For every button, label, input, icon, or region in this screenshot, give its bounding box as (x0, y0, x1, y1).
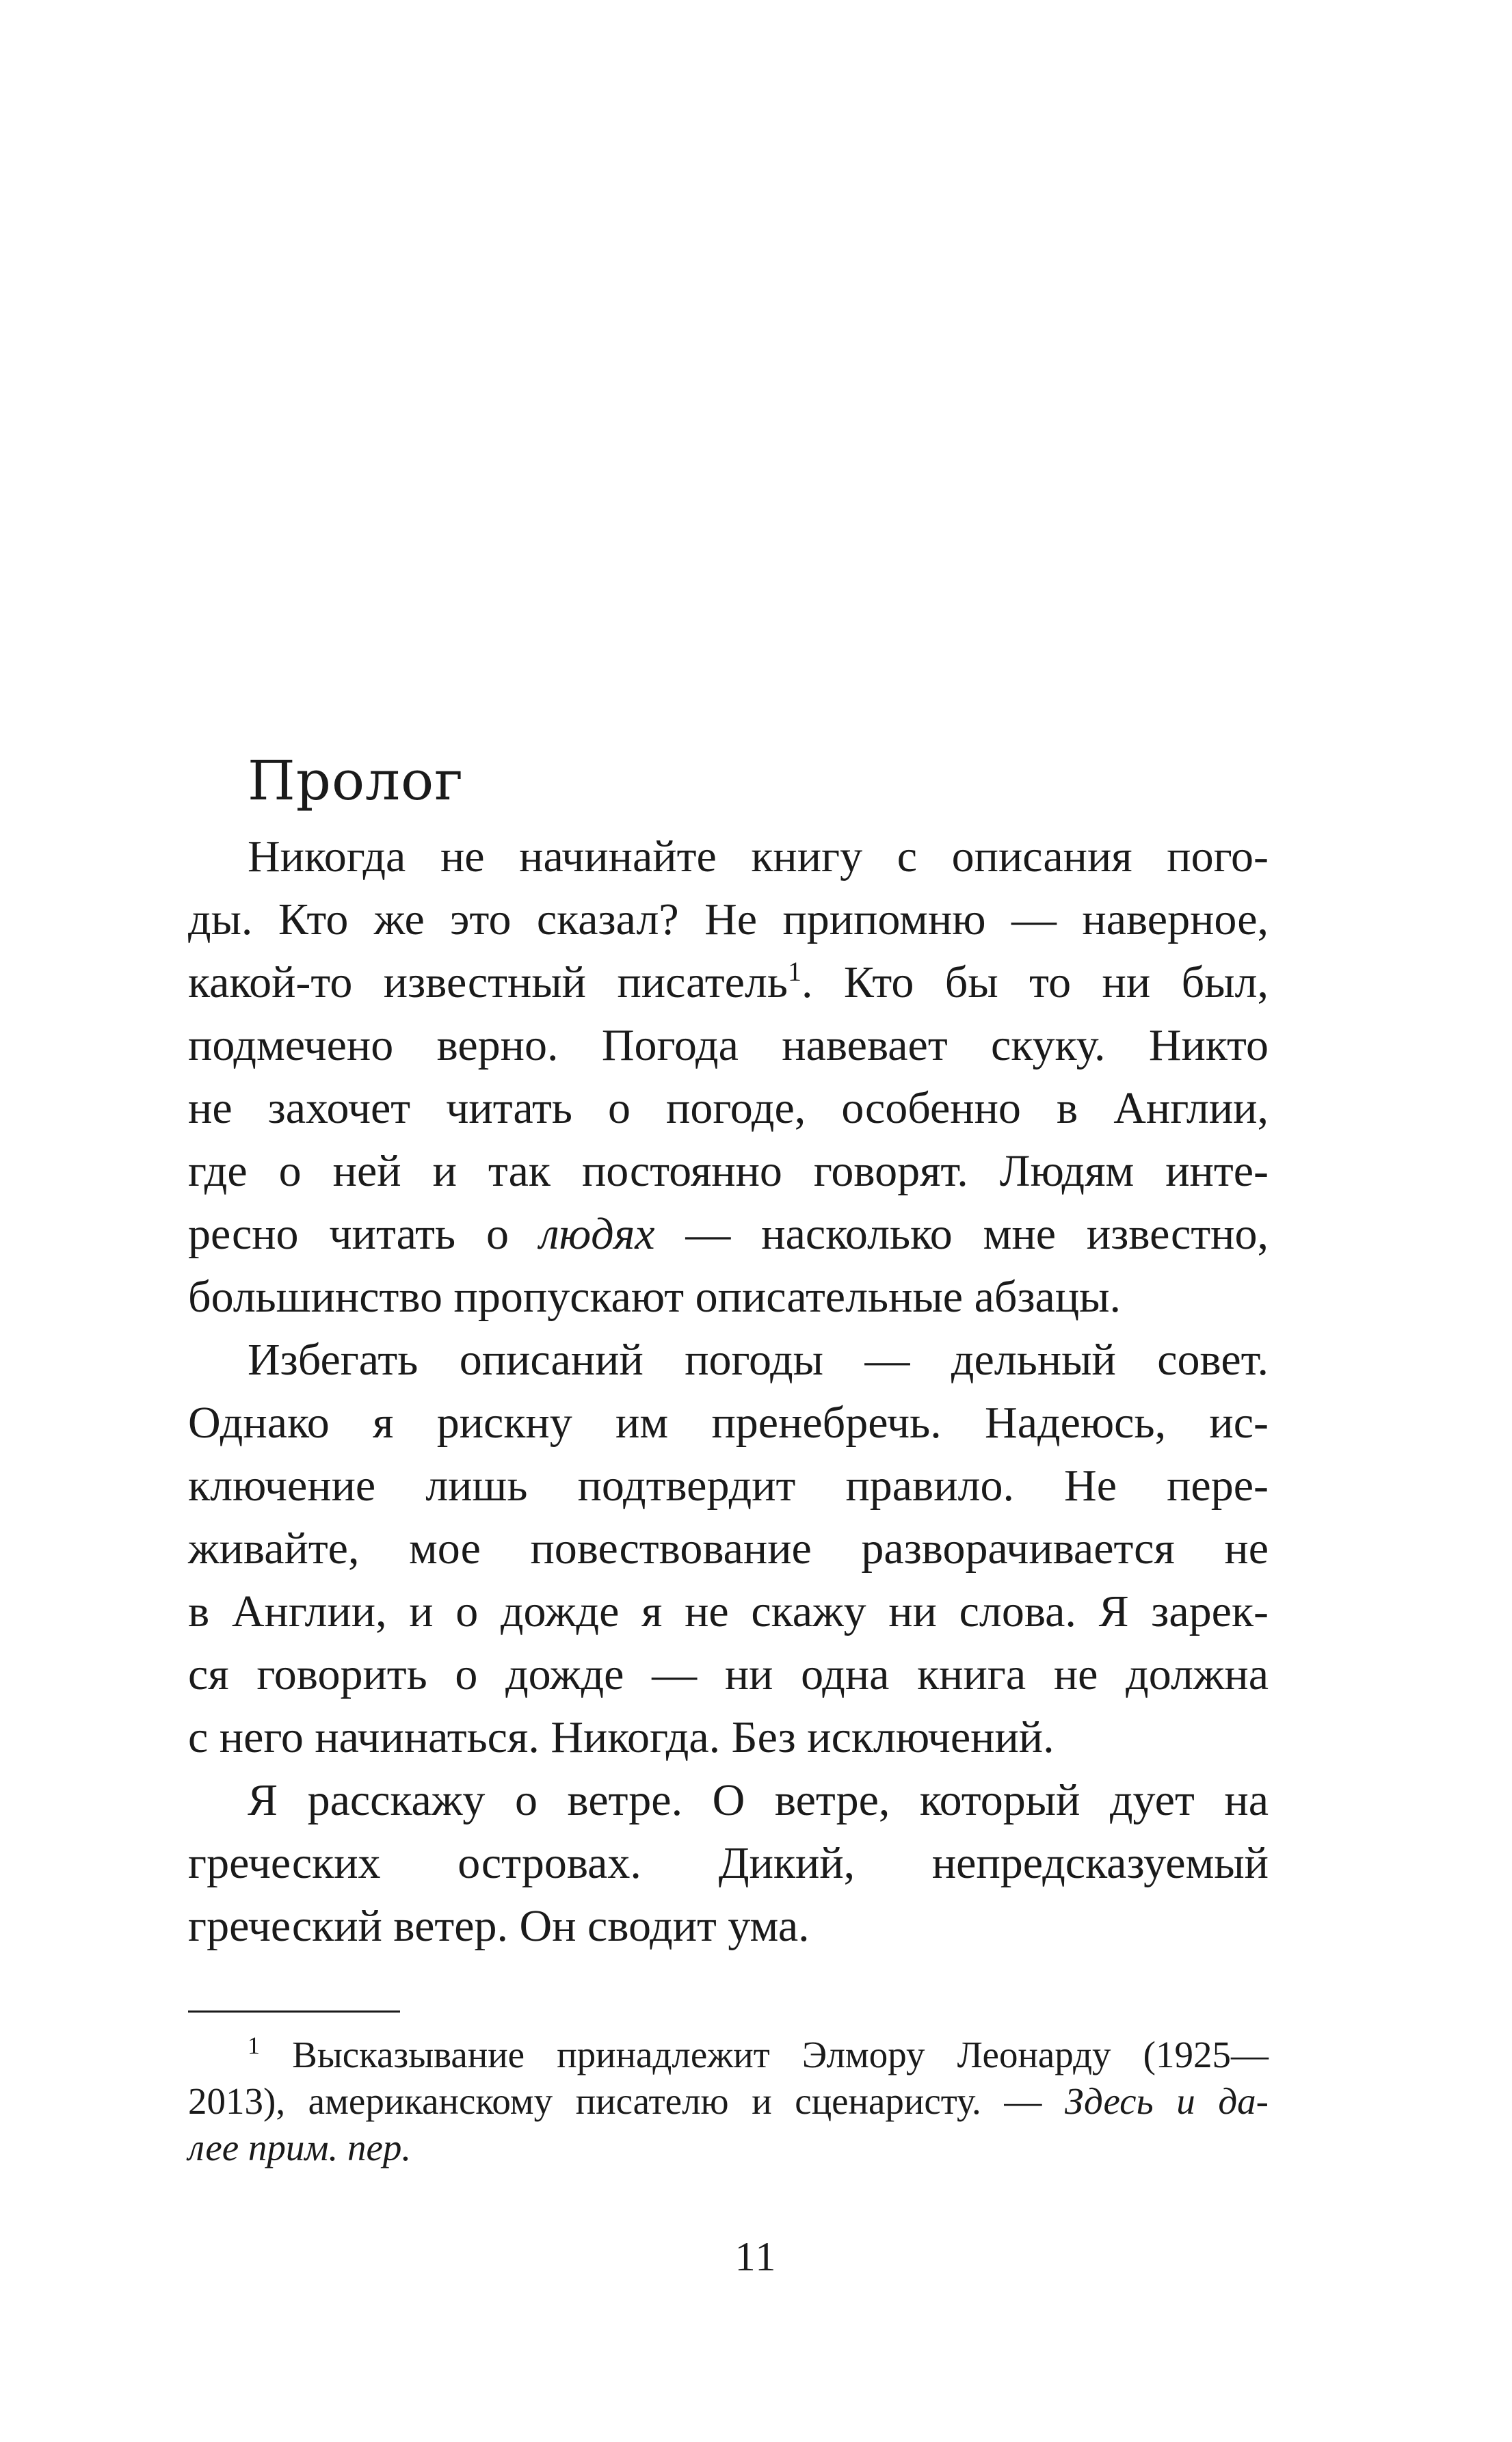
emphasis: Здесь и да- (1065, 2080, 1269, 2122)
text-line: Однако я рискну им пренебречь. Надеюсь, ис- (188, 1398, 1269, 1448)
text-fragment: ресно читать о (188, 1209, 540, 1259)
page-number: 11 (734, 2234, 778, 2279)
text-line: греческий ветер. Он сводит ума. (188, 1901, 810, 1951)
text-line: где о ней и так постоянно говорят. Людям инте- (188, 1146, 1269, 1196)
text-line: ся говорить о дожде — ни одна книга не должна (188, 1649, 1269, 1699)
text-line: греческих островах. Дикий, непредсказуемый (188, 1838, 1269, 1888)
text-line: Избегать описаний погоды — дельный совет. (248, 1335, 1269, 1385)
footnote-reference: 1 (787, 956, 801, 987)
text-fragment: какой-то известный писатель (188, 957, 788, 1007)
chapter-title: Пролог (248, 748, 464, 812)
text-fragment: 2013), американскому писателю и сценаристу. — (188, 2080, 1065, 2122)
text-fragment: — насколько мне известно, (654, 1209, 1269, 1259)
footnote-line: лее прим. пер. (188, 2127, 412, 2168)
text-line: подмечено верно. Погода навевает скуку. Никто (188, 1020, 1269, 1070)
text-line: Никогда не начинайте книгу с описания пого- (248, 832, 1269, 881)
footnote-line (248, 2034, 1269, 2075)
text-line: живайте, мое повествование разворачивается не (188, 1524, 1269, 1574)
text-line (188, 1210, 1269, 1258)
text-line: в Англии, и о дожде я не скажу ни слова. Я зарек- (188, 1587, 1269, 1636)
text-line: не захочет читать о погоде, особенно в Англии, (188, 1083, 1269, 1133)
text-line: Я расскажу о ветре. О ветре, который дует на (248, 1775, 1269, 1825)
emphasis: людях (539, 1209, 655, 1259)
text-fragment: . Кто бы то ни был, (801, 957, 1269, 1007)
text-line: ды. Кто же это сказал? Не припомню — наверное, (188, 894, 1269, 944)
text-line: с него начинаться. Никогда. Без исключений. (188, 1712, 1055, 1762)
text-line: ключение лишь подтвердит правило. Не пере- (188, 1461, 1269, 1511)
text-fragment: Высказывание принадлежит Элмору Леонарду (1925— (260, 2034, 1269, 2075)
footnote-line (188, 2081, 1269, 2122)
footnote-mark: 1 (248, 2032, 260, 2059)
text-line (188, 956, 1269, 1007)
text-line: большинство пропускают описательные абзацы. (188, 1272, 1121, 1322)
footnote-divider (188, 2010, 400, 2013)
